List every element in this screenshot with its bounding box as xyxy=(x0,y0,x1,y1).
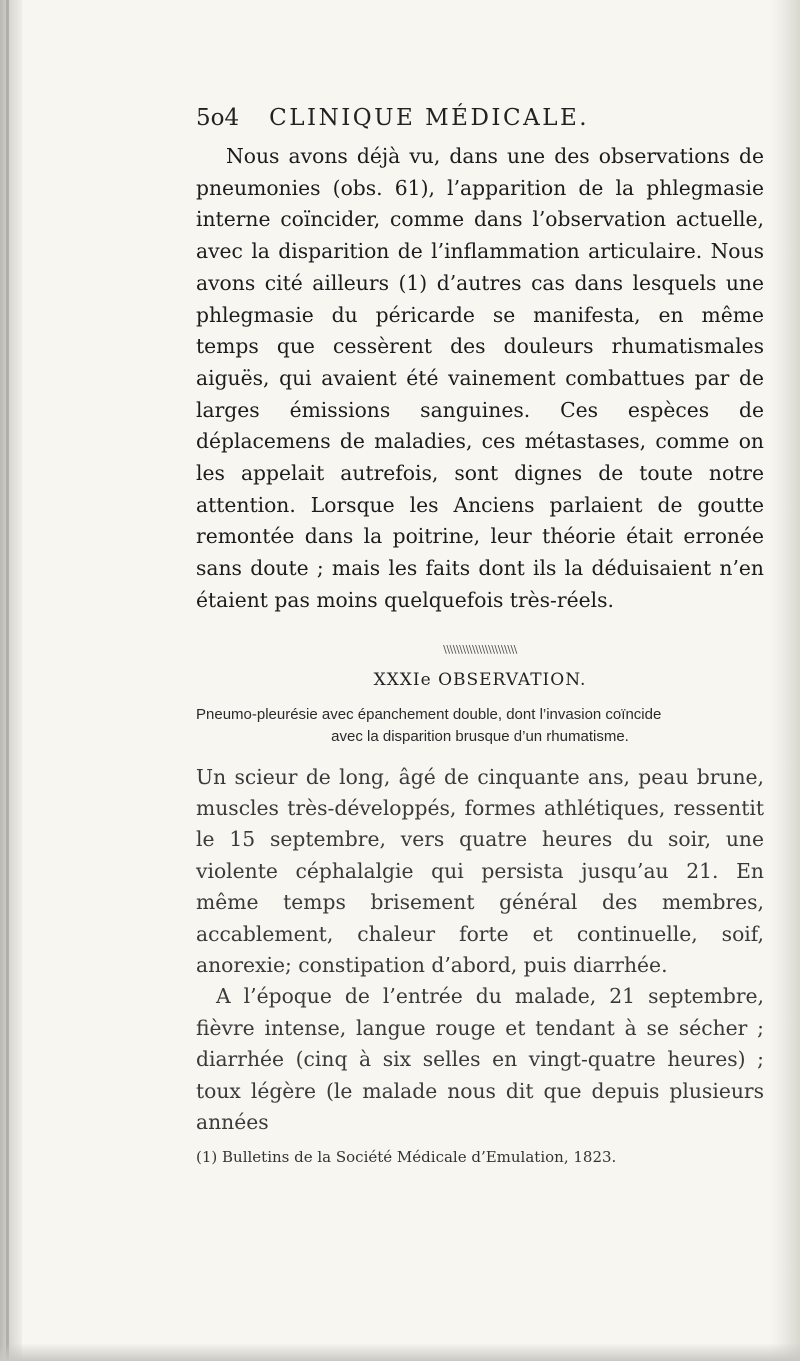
body-paragraph-1: Nous avons déjà vu, dans une des observations de pneumonies (obs. 61), l’apparition de la phlegmasie interne coïncider, comme dans l’observation actuelle, avec la disparition de l’inflammation articulaire. Nous avons cité ailleurs (1) d’autres cas dans lesquels une phlegmasie du péricarde se manifesta, en même temps que cessèrent des douleurs rhumatismales aiguës, qui avaient été vainement combattues par de larges émissions sanguines. Ces espèces de déplacemens de maladies, ces métastases, comme on les appelait autrefois, sont dignes de toute notre attention. Lorsque les Anciens parlaient de goutte remontée dans la poitrine, leur théorie était erronée sans doute ; mais les faits dont ils la déduisaient n’en étaient pas moins quelquefois très-réels. xyxy=(196,144,764,612)
footnote: (1) Bulletins de la Société Médicale d’Emulation, 1823. xyxy=(196,1148,617,1167)
page-number: 5o4 xyxy=(196,105,240,131)
section-ornament: \\\\\\\\\\\\\\\\\\\\\\\ xyxy=(443,642,517,656)
page-gutter-shadow xyxy=(0,0,22,1361)
observation-summary xyxy=(196,704,764,748)
running-head xyxy=(196,105,764,131)
body-paragraph-2: Un scieur de long, âgé de cinquante ans, peau brune, muscles très-développés, formes athlétiques, ressentit le 15 septembre, vers quatre heures du soir, une violente céphalalgie qui persista jusqu’au 21. En même temps brisement général des membres, accablement, chaleur forte et continuelle, soif, anorexie; constipation d’abord, puis diarrhée. xyxy=(196,764,764,977)
body-paragraph-3: A l’époque de l’entrée du malade, 21 septembre, fièvre intense, langue rouge et tendant à se sécher ; diarrhée (cinq à six selles en vingt-quatre heures) ; toux légère (le malade nous dit que depuis plusieurs années xyxy=(196,984,764,1135)
summary-line-1: Pneumo-pleurésie avec épanchement double, dont l’invasion coïncide xyxy=(196,705,662,723)
running-title: CLINIQUE MÉDICALE. xyxy=(269,105,590,131)
page-edge-shadow xyxy=(770,0,800,1361)
summary-line-2: avec la disparition brusque d’un rhumatisme. xyxy=(331,727,629,745)
page-bottom-edge xyxy=(0,1343,800,1361)
observation-title: XXXIe OBSERVATION. xyxy=(373,669,587,690)
book-page xyxy=(196,105,764,1166)
